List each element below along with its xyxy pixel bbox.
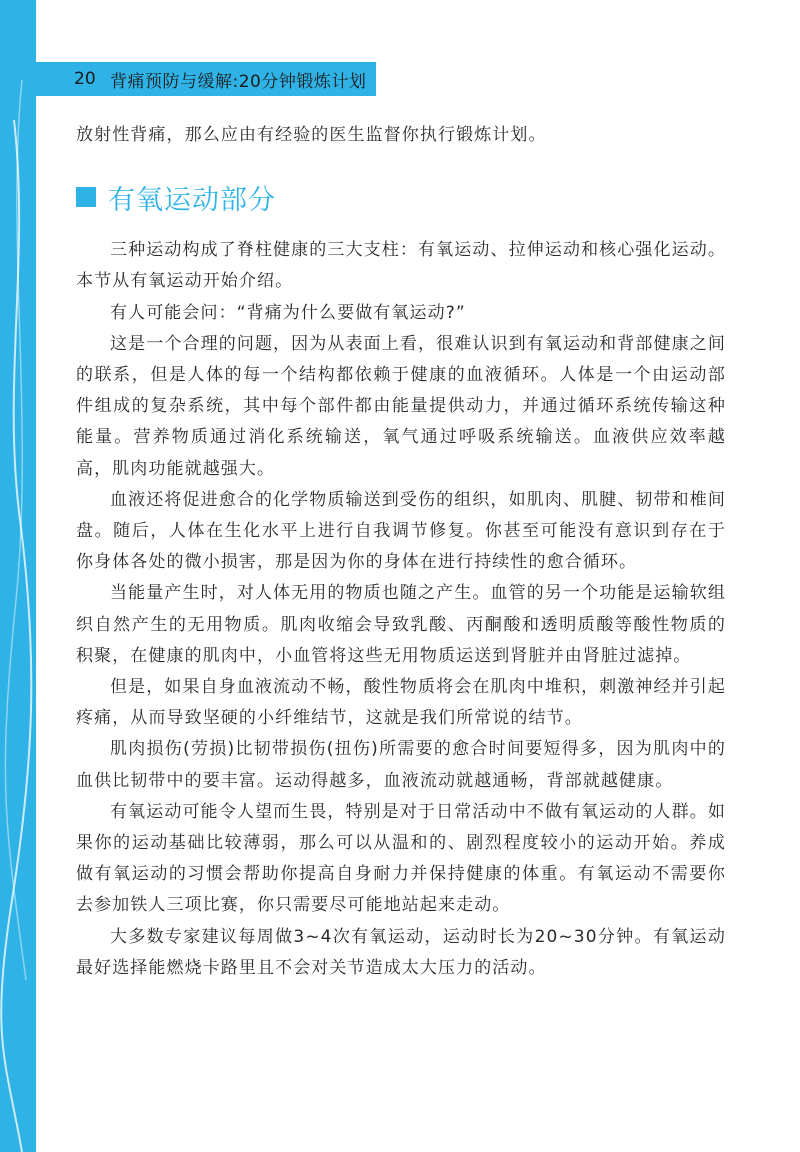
side-decoration-strip <box>0 0 36 1152</box>
continuation-paragraph: 放射性背痛，那么应由有经验的医生监督你执行锻炼计划。 <box>76 125 547 145</box>
body-paragraph: 当能量产生时，对人体无用的物质也随之产生。血管的另一个功能是运输软组织自然产生的无用物质。肌肉收缩会导致乳酸、丙酮酸和透明质酸等酸性物质的积聚，在健康的肌肉中，小血管将这些无用物质运送到肾脏并由肾脏过滤掉。 <box>76 583 726 666</box>
body-paragraph: 有人可能会问：“背痛为什么要做有氧运动?” <box>110 302 466 323</box>
wave-line-decoration <box>0 0 36 1152</box>
body-paragraph: 有氧运动可能令人望而生畏，特别是对于日常活动中不做有氧运动的人群。如果你的运动基础比较薄弱，那么可以从温和的、剧烈程度较小的运动开始。养成做有氧运动的习惯会帮助你提高自身耐力并保持健康的体重。有氧运动不需要你去参加铁人三项比赛，你只需要尽可能地站起来走动。 <box>76 801 726 916</box>
running-header <box>36 62 376 96</box>
body-paragraph: 肌肉损伤(劳损)比韧带损伤(扭伤)所需要的愈合时间要短得多，因为肌肉中的血供比韧带中的要丰富。运动得越多，血液流动就越通畅，背部就越健康。 <box>76 739 726 791</box>
body-paragraph: 但是，如果自身血液流动不畅，酸性物质将会在肌肉中堆积，刺激神经并引起疼痛，从而导致坚硬的小纤维结节，这就是我们所常说的结节。 <box>76 677 726 729</box>
body-paragraph: 血液还将促进愈合的化学物质输送到受伤的组织，如肌肉、肌腱、韧带和椎间盘。随后，人体在生化水平上进行自我调节修复。你甚至可能没有意识到存在于你身体各处的微小损害，那是因为你的身体在进行持续性的愈合循环。 <box>76 489 726 573</box>
body-paragraph: 这是一个合理的问题，因为从表面上看，很难认识到有氧运动和背部健康之间的联系，但是人体的每一个结构都依赖于健康的血液循环。人体是一个由运动部件组成的复杂系统，其中每个部件都由能量提供动力，并通过循环系统传输这种能量。营养物质通过消化系统输送，氧气通过呼吸系统输送。血液供应效率越高，肌肉功能就越强大。 <box>76 333 726 479</box>
page-number: 20 <box>74 69 96 89</box>
body-paragraph: 大多数专家建议每周做3~4次有氧运动，运动时长为20~30分钟。有氧运动最好选择能燃烧卡路里且不会对关节造成太大压力的活动。 <box>76 926 726 978</box>
running-title: 背痛预防与缓解:20分钟锻炼计划 <box>110 71 367 92</box>
section-title: 有氧运动部分 <box>108 184 276 216</box>
page-body <box>76 120 726 984</box>
body-paragraph: 三种运动构成了脊柱健康的三大支柱：有氧运动、拉伸运动和核心强化运动。本节从有氧运动开始介绍。 <box>76 240 726 292</box>
square-bullet-icon <box>76 187 96 207</box>
section-heading <box>76 177 726 217</box>
